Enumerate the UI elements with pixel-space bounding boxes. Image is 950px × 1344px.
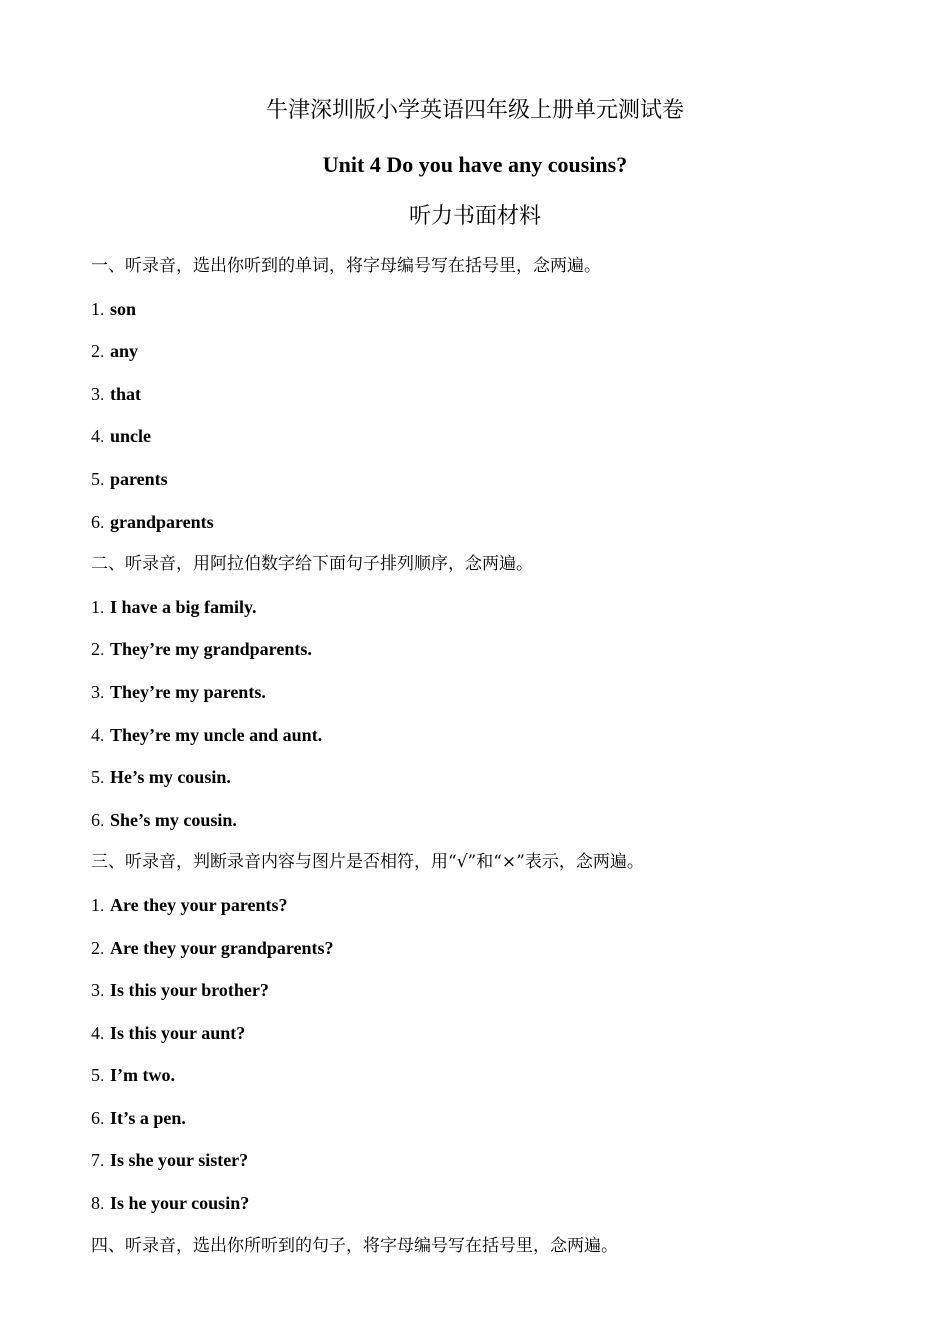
document-subtitle: 听力书面材料 bbox=[408, 204, 541, 229]
item-number: 8 bbox=[91, 1193, 100, 1214]
item-number: 3 bbox=[91, 681, 100, 702]
item-text: any bbox=[110, 341, 139, 362]
list-item bbox=[91, 680, 891, 704]
item-text: It’s a pen. bbox=[110, 1107, 186, 1128]
item-separator: ． bbox=[100, 600, 114, 617]
item-text: uncle bbox=[110, 426, 152, 447]
item-separator: ． bbox=[100, 1111, 114, 1128]
item-number: 4 bbox=[91, 724, 100, 745]
list-item bbox=[91, 723, 891, 747]
item-text: son bbox=[110, 298, 137, 319]
item-text: Are they your parents? bbox=[110, 894, 288, 915]
list-item bbox=[91, 893, 891, 917]
list-item bbox=[91, 936, 891, 960]
item-number: 6 bbox=[91, 511, 100, 532]
item-text: Are they your grandparents? bbox=[110, 937, 334, 958]
list-item bbox=[91, 510, 891, 534]
item-number: 2 bbox=[91, 937, 100, 958]
item-number: 4 bbox=[91, 1022, 100, 1043]
item-text: that bbox=[110, 383, 141, 404]
item-text: Is she your sister? bbox=[110, 1150, 249, 1171]
item-separator: ． bbox=[100, 1026, 114, 1043]
list-item bbox=[91, 978, 891, 1002]
item-separator: ． bbox=[100, 515, 114, 532]
item-number: 1 bbox=[91, 894, 100, 915]
list-item bbox=[91, 297, 891, 321]
item-number: 3 bbox=[91, 980, 100, 1001]
item-separator: ． bbox=[100, 643, 114, 660]
document-title-unit: Unit 4 Do you have any cousins? bbox=[322, 152, 628, 177]
document-title-cn: 牛津深圳版小学英语四年级上册单元测试卷 bbox=[265, 98, 684, 123]
item-number: 5 bbox=[91, 468, 100, 489]
item-number: 4 bbox=[91, 426, 100, 447]
item-number: 5 bbox=[91, 1065, 100, 1086]
item-separator: ． bbox=[100, 898, 114, 915]
item-separator: ． bbox=[100, 430, 114, 447]
item-text: They’re my grandparents. bbox=[110, 639, 312, 660]
item-text: I’m two. bbox=[110, 1065, 175, 1086]
item-text: grandparents bbox=[110, 511, 214, 532]
section-heading: 三、听录音，判断录音内容与图片是否相符，用“√”和“×”表示，念两遍。 bbox=[91, 852, 644, 873]
item-separator: ． bbox=[100, 685, 114, 702]
list-item bbox=[91, 595, 891, 619]
item-number: 3 bbox=[91, 383, 100, 404]
list-item bbox=[91, 424, 891, 448]
list-item bbox=[91, 382, 891, 406]
item-text: They’re my uncle and aunt. bbox=[110, 724, 323, 745]
item-separator: ． bbox=[100, 984, 114, 1001]
item-separator: ． bbox=[100, 1197, 114, 1214]
list-item bbox=[91, 1148, 891, 1172]
item-number: 6 bbox=[91, 809, 100, 830]
item-text: He’s my cousin. bbox=[110, 767, 231, 788]
item-text: parents bbox=[110, 468, 168, 489]
item-text: Is this your brother? bbox=[110, 980, 269, 1001]
item-text: Is he your cousin? bbox=[110, 1193, 250, 1214]
list-item bbox=[91, 1063, 891, 1087]
list-item bbox=[91, 1021, 891, 1045]
list-item bbox=[91, 339, 891, 363]
item-number: 2 bbox=[91, 639, 100, 660]
list-item bbox=[91, 637, 891, 661]
item-separator: ． bbox=[100, 387, 114, 404]
item-text: Is this your aunt? bbox=[110, 1022, 246, 1043]
item-number: 6 bbox=[91, 1107, 100, 1128]
item-text: I have a big family. bbox=[110, 596, 257, 617]
item-number: 5 bbox=[91, 767, 100, 788]
item-separator: ． bbox=[100, 345, 114, 362]
item-separator: ． bbox=[100, 941, 114, 958]
item-number: 1 bbox=[91, 596, 100, 617]
list-item bbox=[91, 467, 891, 491]
item-separator: ． bbox=[100, 771, 114, 788]
item-separator: ． bbox=[100, 302, 114, 319]
list-item bbox=[91, 765, 891, 789]
item-text: She’s my cousin. bbox=[110, 809, 237, 830]
item-text: They’re my parents. bbox=[110, 681, 266, 702]
item-number: 2 bbox=[91, 341, 100, 362]
section-heading: 二、听录音，用阿拉伯数字给下面句子排列顺序，念两遍。 bbox=[91, 554, 533, 575]
item-separator: ． bbox=[100, 472, 114, 489]
item-separator: ． bbox=[100, 1069, 114, 1086]
section-heading: 四、听录音，选出你所听到的句子，将字母编号写在括号里，念两遍。 bbox=[91, 1235, 618, 1256]
list-item bbox=[91, 1106, 891, 1130]
list-item bbox=[91, 1191, 891, 1215]
item-number: 1 bbox=[91, 298, 100, 319]
list-item bbox=[91, 808, 891, 832]
document-body bbox=[91, 254, 891, 1276]
item-separator: ． bbox=[100, 1154, 114, 1171]
section-heading: 一、听录音，选出你听到的单词，将字母编号写在括号里，念两遍。 bbox=[91, 256, 601, 276]
item-number: 7 bbox=[91, 1150, 100, 1171]
item-separator: ． bbox=[100, 813, 114, 830]
item-separator: ． bbox=[100, 728, 114, 745]
